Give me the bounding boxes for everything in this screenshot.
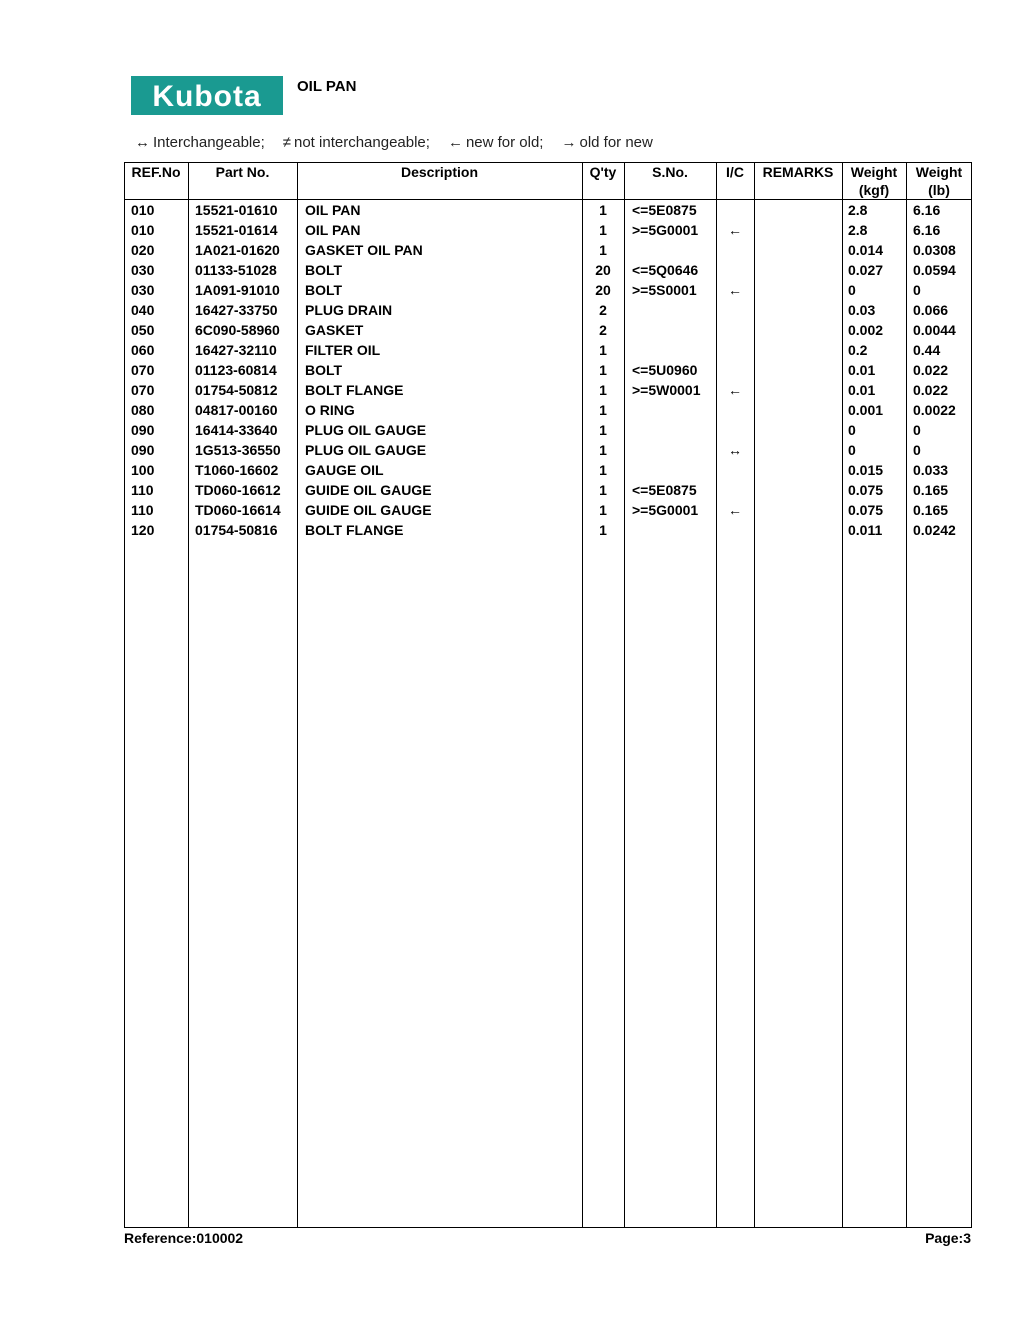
cell-qty: 1 [599,402,607,418]
cell-desc: O RING [305,402,355,418]
cell-ref: 070 [131,362,155,378]
cell-wkg: 0.075 [848,482,884,498]
cell-ref: 010 [131,202,155,218]
cell-ref: 070 [131,382,155,398]
cell-wkg: 0.002 [848,322,884,338]
kubota-logo [131,76,283,115]
cell-ref: 020 [131,242,155,258]
cell-part: 15521-01614 [195,222,278,238]
table-row [124,320,972,340]
header-weight-lb: Weight (lb) [915,164,963,198]
header-weight-kgf: Weight (kgf) [850,164,898,198]
cell-ref: 110 [131,482,154,498]
cell-ref: 120 [131,522,155,538]
header-ic: I/C [726,164,744,180]
cell-desc: BOLT FLANGE [305,382,404,398]
cell-sno: >=5S0001 [632,282,697,298]
cell-qty: 20 [595,262,611,278]
cell-qty: 20 [595,282,611,298]
cell-wlb: 0.022 [913,382,949,398]
cell-qty: 1 [599,342,607,358]
cell-wlb: 0.165 [913,502,949,518]
cell-qty: 1 [599,442,607,458]
cell-part: TD060-16614 [195,502,281,518]
cell-wkg: 0.01 [848,362,876,378]
cell-wkg: 0.015 [848,462,884,478]
cell-desc: BOLT [305,362,343,378]
cell-wkg: 0.01 [848,382,876,398]
cell-wlb: 0.033 [913,462,949,478]
cell-ic: ← [728,502,742,518]
cell-ref: 040 [131,302,155,318]
cell-ic: ← [728,282,742,298]
cell-ref: 110 [131,502,154,518]
legend-interchangeable: ↔ Interchangeable; [135,134,265,151]
cell-wkg: 0.027 [848,262,884,278]
cell-qty: 1 [599,482,607,498]
cell-part: 15521-01610 [195,202,278,218]
cell-wlb: 0.0022 [913,402,956,418]
cell-sno: >=5W0001 [632,382,701,398]
cell-wkg: 0.011 [848,522,883,538]
cell-ref: 050 [131,322,155,338]
cell-sno: >=5G0001 [632,222,699,238]
cell-ref: 090 [131,422,155,438]
cell-part: 16427-33750 [195,302,278,318]
cell-wkg: 0.001 [848,402,884,418]
cell-wlb: 0.0044 [913,322,956,338]
cell-desc: BOLT [305,282,343,298]
table-row [124,280,972,300]
page-number: Page:3 [925,1230,971,1246]
header-part-no: Part No. [215,164,270,180]
table-row [124,480,972,500]
cell-wkg: 0 [848,442,856,458]
legend-new-for-old: ← new for old; [447,134,544,151]
cell-part: 1G513-36550 [195,442,281,458]
cell-wkg: 0.014 [848,242,884,258]
row-divider [124,162,972,163]
cell-qty: 1 [599,502,607,518]
cell-qty: 2 [599,322,607,338]
cell-desc: BOLT [305,262,343,278]
cell-desc: GUIDE OIL GAUGE [305,502,432,518]
legend [135,134,653,151]
table-row [124,440,972,460]
cell-sno: <=5U0960 [632,362,698,378]
cell-qty: 1 [599,462,607,478]
cell-wlb: 0.0242 [913,522,956,538]
cell-desc: GASKET OIL PAN [305,242,423,258]
cell-sno: >=5G0001 [632,502,699,518]
cell-wkg: 0.03 [848,302,876,318]
cell-wlb: 0 [913,422,921,438]
cell-qty: 1 [599,382,607,398]
cell-wkg: 2.8 [848,202,868,218]
cell-desc: GUIDE OIL GAUGE [305,482,432,498]
reference-footer: Reference:010002 [124,1230,244,1246]
table-row [124,240,972,260]
cell-wlb: 0.165 [913,482,949,498]
cell-ic: ← [728,382,742,398]
header-remarks: REMARKS [762,164,834,180]
cell-part: 01754-50812 [195,382,278,398]
cell-desc: PLUG DRAIN [305,302,393,318]
cell-ref: 010 [131,222,155,238]
cell-part: 16414-33640 [195,422,278,438]
cell-desc: PLUG OIL GAUGE [305,422,427,438]
table-row [124,400,972,420]
legend-old-for-new: → old for new [561,134,653,151]
cell-wlb: 0.022 [913,362,949,378]
table-row [124,200,972,220]
cell-part: 01133-51028 [195,262,277,278]
page-title: OIL PAN [297,78,357,95]
cell-part: TD060-16612 [195,482,281,498]
table-row [124,520,972,540]
table-row [124,460,972,480]
cell-sno: <=5Q0646 [632,262,699,278]
table-row [124,220,972,240]
cell-part: T1060-16602 [195,462,279,478]
cell-wlb: 0 [913,282,921,298]
cell-qty: 1 [599,242,607,258]
cell-sno: <=5E0875 [632,202,697,218]
cell-wlb: 0 [913,442,921,458]
cell-ref: 100 [131,462,155,478]
header-sno: S.No. [652,164,688,180]
cell-wlb: 0.44 [913,342,941,358]
table-row [124,260,972,280]
table-row [124,340,972,360]
table-row [124,360,972,380]
cell-wkg: 0 [848,282,856,298]
cell-wlb: 6.16 [913,202,941,218]
cell-desc: GAUGE OIL [305,462,384,478]
cell-desc: PLUG OIL GAUGE [305,442,427,458]
cell-ref: 060 [131,342,155,358]
row-divider [124,1227,972,1228]
cell-qty: 1 [599,362,607,378]
cell-ref: 030 [131,262,155,278]
cell-desc: OIL PAN [305,222,361,238]
svg-text:Kubota: Kubota [152,80,262,113]
cell-part: 1A091-91010 [195,282,280,298]
cell-ic: ↔ [728,442,742,458]
cell-wkg: 0.2 [848,342,868,358]
cell-ref: 030 [131,282,155,298]
header-qty: Q'ty [589,164,617,180]
cell-desc: GASKET [305,322,364,338]
cell-part: 1A021-01620 [195,242,280,258]
cell-wkg: 0.075 [848,502,884,518]
cell-qty: 1 [599,522,607,538]
cell-qty: 1 [599,422,607,438]
cell-qty: 1 [599,222,607,238]
table-row [124,500,972,520]
cell-sno: <=5E0875 [632,482,697,498]
cell-wlb: 0.066 [913,302,949,318]
cell-desc: OIL PAN [305,202,361,218]
header-ref: REF.No [131,164,181,180]
cell-desc: FILTER OIL [305,342,381,358]
cell-ref: 090 [131,442,155,458]
table-row [124,300,972,320]
cell-part: 01754-50816 [195,522,278,538]
cell-wkg: 2.8 [848,222,868,238]
cell-wlb: 6.16 [913,222,941,238]
cell-ic: ← [728,222,742,238]
cell-part: 01123-60814 [195,362,277,378]
cell-part: 04817-00160 [195,402,278,418]
cell-qty: 1 [599,202,607,218]
cell-ref: 080 [131,402,155,418]
cell-qty: 2 [599,302,607,318]
cell-desc: BOLT FLANGE [305,522,404,538]
header-description: Description [400,164,478,180]
parts-table [124,162,972,1228]
cell-wlb: 0.0308 [913,242,956,258]
cell-wlb: 0.0594 [913,262,956,278]
cell-wkg: 0 [848,422,856,438]
table-row [124,420,972,440]
cell-part: 6C090-58960 [195,322,280,338]
table-row [124,380,972,400]
legend-not-interchangeable: ≠ not interchangeable; [282,134,430,151]
cell-part: 16427-32110 [195,342,277,358]
